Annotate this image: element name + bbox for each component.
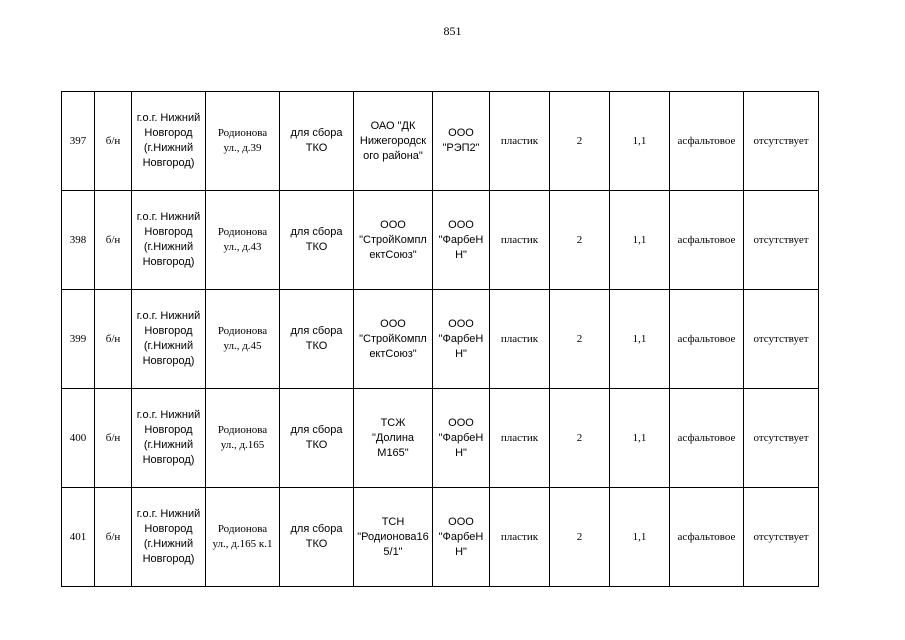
cell-city <box>132 488 206 587</box>
cell-owner <box>354 191 433 290</box>
fence-text: отсутствует <box>753 134 809 147</box>
cell-fence <box>744 191 819 290</box>
cell-purpose <box>280 290 354 389</box>
building-number: б/н <box>105 233 121 246</box>
table-row-401 <box>62 488 819 587</box>
building-number: б/н <box>105 332 121 345</box>
cell-volume <box>610 191 670 290</box>
cell-surface <box>670 389 744 488</box>
row-number: 399 <box>69 332 87 345</box>
cell-purpose <box>280 191 354 290</box>
material-text: пластик <box>500 530 539 543</box>
cell-volume <box>610 389 670 488</box>
address-text: Родионова ул., д.39 <box>217 127 268 154</box>
cell-container-count <box>550 290 610 389</box>
volume-text: 1,1 <box>632 530 647 543</box>
cell-city <box>132 191 206 290</box>
cell-building-number <box>95 92 132 191</box>
city-text: г.о.г. Нижний Новгород (г.Нижний Новгород) <box>136 508 201 565</box>
container-count: 2 <box>576 233 583 246</box>
owner-text: ООО "СтройКомпл ектСоюз" <box>359 218 427 261</box>
cell-owner <box>354 389 433 488</box>
purpose-text: для сбора ТКО <box>290 325 343 352</box>
cell-purpose <box>280 92 354 191</box>
cell-number <box>62 488 95 587</box>
cell-number <box>62 92 95 191</box>
cell-address <box>206 92 280 191</box>
registry-table-body <box>62 92 819 587</box>
volume-text: 1,1 <box>632 134 647 147</box>
owner-text: ОАО "ДК Нижегородск ого района" <box>359 119 427 162</box>
purpose-text: для сбора ТКО <box>290 424 343 451</box>
row-number: 398 <box>69 233 87 246</box>
city-text: г.о.г. Нижний Новгород (г.Нижний Новгород) <box>136 211 201 268</box>
cell-address <box>206 389 280 488</box>
container-count: 2 <box>576 431 583 444</box>
cell-number <box>62 191 95 290</box>
cell-address <box>206 290 280 389</box>
surface-text: асфальтовое <box>677 530 736 543</box>
registry-table <box>61 91 819 587</box>
table-row-398 <box>62 191 819 290</box>
cell-purpose <box>280 488 354 587</box>
cell-container-count <box>550 488 610 587</box>
cell-operator <box>433 290 490 389</box>
material-text: пластик <box>500 431 539 444</box>
fence-text: отсутствует <box>753 431 809 444</box>
operator-text: ООО "РЭП2" <box>442 127 480 154</box>
container-count: 2 <box>576 134 583 147</box>
cell-surface <box>670 488 744 587</box>
cell-purpose <box>280 389 354 488</box>
operator-text: ООО "ФарбеН Н" <box>438 416 484 459</box>
surface-text: асфальтовое <box>677 332 736 345</box>
cell-material <box>490 389 550 488</box>
cell-building-number <box>95 488 132 587</box>
city-text: г.о.г. Нижний Новгород (г.Нижний Новгород) <box>136 409 201 466</box>
cell-surface <box>670 290 744 389</box>
table-row-400 <box>62 389 819 488</box>
cell-material <box>490 191 550 290</box>
table-row-397 <box>62 92 819 191</box>
operator-text: ООО "ФарбеН Н" <box>438 515 484 558</box>
row-number: 401 <box>69 530 87 543</box>
cell-operator <box>433 92 490 191</box>
volume-text: 1,1 <box>632 332 647 345</box>
row-number: 397 <box>69 134 87 147</box>
cell-number <box>62 290 95 389</box>
cell-address <box>206 191 280 290</box>
cell-container-count <box>550 92 610 191</box>
building-number: б/н <box>105 134 121 147</box>
owner-text: ООО "СтройКомпл ектСоюз" <box>359 317 427 360</box>
cell-container-count <box>550 191 610 290</box>
operator-text: ООО "ФарбеН Н" <box>438 218 484 261</box>
cell-building-number <box>95 191 132 290</box>
building-number: б/н <box>105 431 121 444</box>
cell-city <box>132 389 206 488</box>
row-number: 400 <box>69 431 87 444</box>
cell-city <box>132 92 206 191</box>
material-text: пластик <box>500 233 539 246</box>
address-text: Родионова ул., д.43 <box>217 226 268 253</box>
fence-text: отсутствует <box>753 530 809 543</box>
cell-volume <box>610 92 670 191</box>
cell-fence <box>744 389 819 488</box>
container-count: 2 <box>576 530 583 543</box>
cell-fence <box>744 488 819 587</box>
volume-text: 1,1 <box>632 233 647 246</box>
owner-text: ТСН "Родионова16 5/1" <box>357 515 429 558</box>
surface-text: асфальтовое <box>677 134 736 147</box>
cell-owner <box>354 290 433 389</box>
address-text: Родионова ул., д.165 <box>217 424 268 451</box>
cell-operator <box>433 191 490 290</box>
cell-material <box>490 290 550 389</box>
address-text: Родионова ул., д.45 <box>217 325 268 352</box>
cell-volume <box>610 488 670 587</box>
fence-text: отсутствует <box>753 233 809 246</box>
cell-surface <box>670 191 744 290</box>
cell-surface <box>670 92 744 191</box>
cell-city <box>132 290 206 389</box>
material-text: пластик <box>500 332 539 345</box>
city-text: г.о.г. Нижний Новгород (г.Нижний Новгород) <box>136 310 201 367</box>
cell-building-number <box>95 389 132 488</box>
purpose-text: для сбора ТКО <box>290 523 343 550</box>
cell-operator <box>433 488 490 587</box>
purpose-text: для сбора ТКО <box>290 226 343 253</box>
surface-text: асфальтовое <box>677 233 736 246</box>
owner-text: ТСЖ "Долина М165" <box>371 416 415 459</box>
cell-owner <box>354 92 433 191</box>
cell-fence <box>744 92 819 191</box>
city-text: г.о.г. Нижний Новгород (г.Нижний Новгород) <box>136 112 201 169</box>
fence-text: отсутствует <box>753 332 809 345</box>
operator-text: ООО "ФарбеН Н" <box>438 317 484 360</box>
container-count: 2 <box>576 332 583 345</box>
page-number: 851 <box>443 24 462 38</box>
surface-text: асфальтовое <box>677 431 736 444</box>
cell-material <box>490 92 550 191</box>
cell-volume <box>610 290 670 389</box>
cell-operator <box>433 389 490 488</box>
cell-material <box>490 488 550 587</box>
table-row-399 <box>62 290 819 389</box>
building-number: б/н <box>105 530 121 543</box>
cell-building-number <box>95 290 132 389</box>
volume-text: 1,1 <box>632 431 647 444</box>
cell-address <box>206 488 280 587</box>
cell-container-count <box>550 389 610 488</box>
address-text: Родионова ул., д.165 к.1 <box>212 523 273 550</box>
purpose-text: для сбора ТКО <box>290 127 343 154</box>
cell-number <box>62 389 95 488</box>
cell-owner <box>354 488 433 587</box>
cell-fence <box>744 290 819 389</box>
material-text: пластик <box>500 134 539 147</box>
